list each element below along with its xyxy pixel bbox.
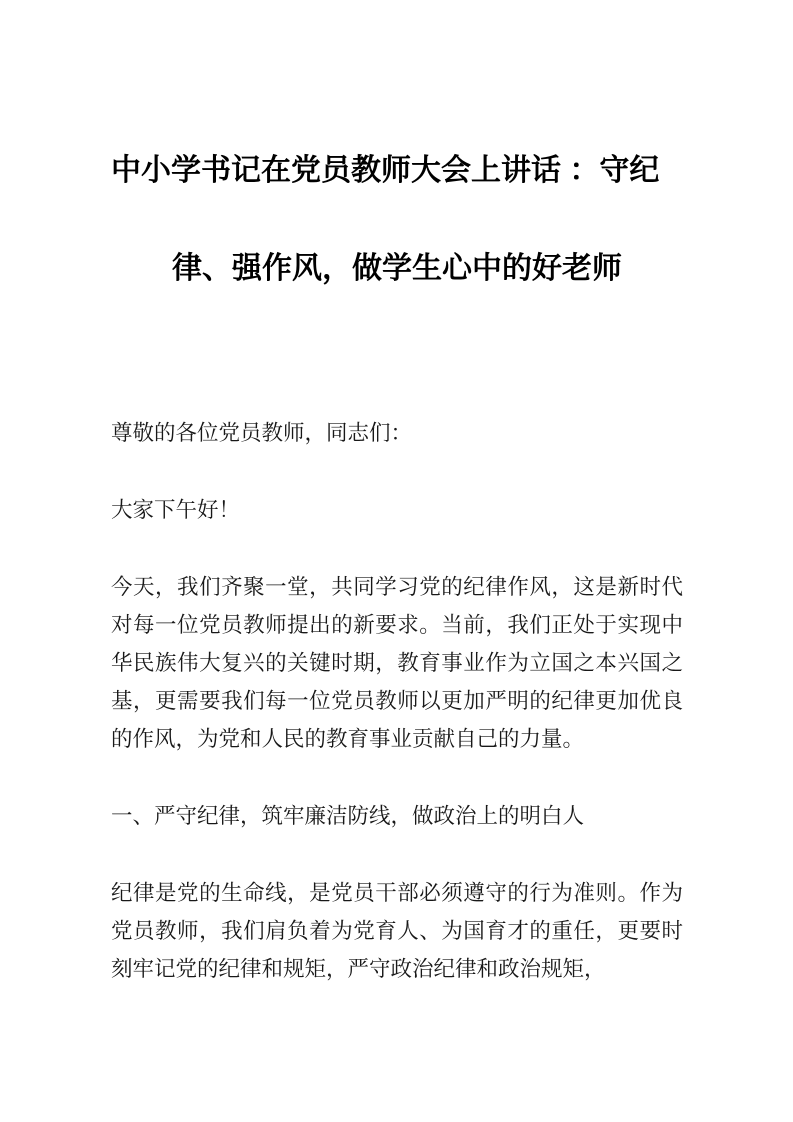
page-title-line-1: 中小学书记在党员教师大会上讲话 ：守纪: [111, 154, 660, 187]
paragraph-intro: 今天，我们齐聚一堂，共同学习党的纪律作风，这是新时代对每一位党员教师提出的新要求。当前，我们正处于实现中华民族伟大复兴的关键时期，教育事业作为立国之本兴国之基，更需要我们每一位党员教师以更加严明的纪律更加优良的作风，为党和人民的教育事业贡献自己的力量。: [111, 575, 683, 751]
paragraph-salutation: 尊敬的各位党员教师，同志们：: [111, 421, 413, 445]
page-title-line-2: 律、强作风，做学生心中的好老师: [172, 252, 622, 285]
title-body-spacer: [111, 318, 683, 414]
page-title: [111, 0, 683, 318]
paragraph-section-1-body: 纪律是党的生命线，是党员干部必须遵守的行为准则。作为党员教师，我们肩负着为党育人、为国育才的重任，更要时刻牢记党的纪律和规矩，严守政治纪律和政治规矩，: [111, 881, 683, 981]
document-body: [111, 0, 683, 988]
section-heading-1: 一、严守纪律，筑牢廉洁防线，做政治上的明白人: [111, 804, 585, 828]
paragraph-greeting: 大家下午好！: [111, 498, 241, 522]
